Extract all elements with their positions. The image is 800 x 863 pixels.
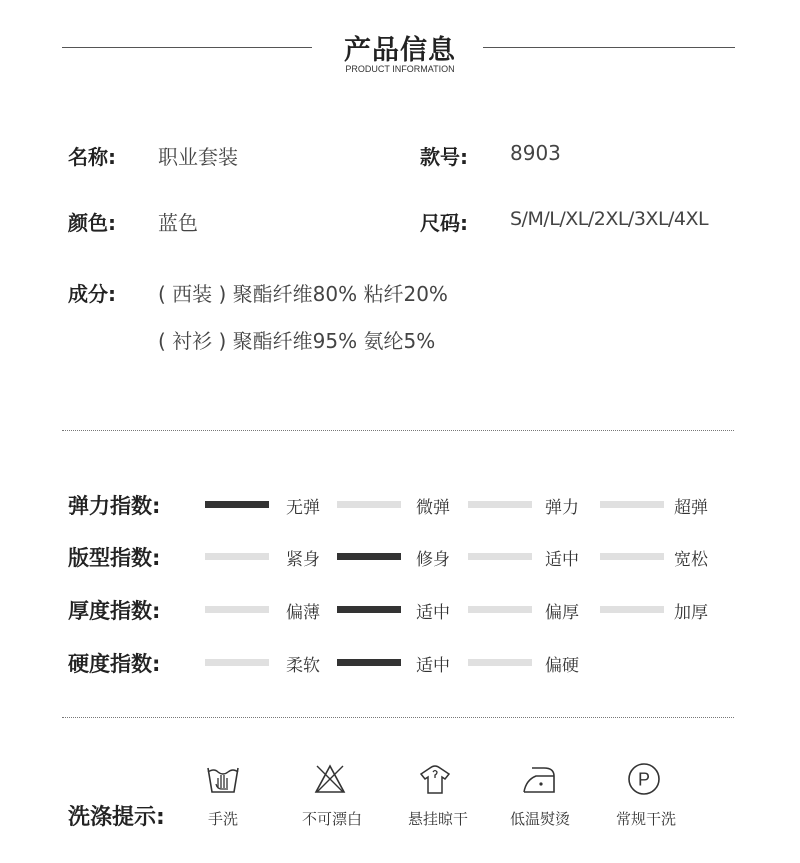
care-label-hang-dry: 悬挂晾干 [407, 810, 468, 828]
composition-line-2: ( 衬衫 ) 聚酯纤维95% 氨纶5% [158, 329, 436, 353]
index-label: 厚度指数: [68, 599, 161, 623]
size-value: S/M/L/XL/2XL/3XL/4XL [510, 208, 709, 230]
hand-wash-icon [206, 762, 240, 796]
index-bar [337, 659, 401, 666]
page-title: 产品信息 [344, 35, 456, 66]
care-label-dry-clean: 常规干洗 [615, 810, 676, 828]
index-option: 适中 [545, 550, 579, 570]
index-bar [600, 553, 664, 560]
svg-text:P: P [637, 769, 651, 790]
no-bleach-icon [313, 762, 347, 796]
index-bar [600, 501, 664, 508]
page-subtitle: PRODUCT INFORMATION [345, 64, 455, 74]
index-bar [205, 659, 269, 666]
index-bar [337, 606, 401, 613]
index-label: 版型指数: [68, 546, 161, 570]
index-bar [468, 606, 532, 613]
care-label-low-iron: 低温熨烫 [509, 810, 570, 828]
index-option: 偏厚 [545, 603, 579, 623]
care-label-no-bleach: 不可漂白 [301, 810, 362, 828]
index-bar [205, 501, 269, 508]
color-value: 蓝色 [158, 211, 198, 235]
care-label-hand-wash: 手洗 [207, 810, 238, 828]
index-option: 偏薄 [286, 603, 320, 623]
index-bar [337, 553, 401, 560]
model-label: 款号: [420, 145, 468, 169]
color-label: 颜色: [68, 211, 116, 235]
model-value: 8903 [510, 141, 561, 165]
index-bar [600, 606, 664, 613]
composition-label: 成分: [68, 282, 116, 306]
index-bar [468, 553, 532, 560]
care-label: 洗涤提示: [68, 805, 165, 830]
index-option: 柔软 [286, 656, 320, 676]
index-bar [205, 606, 269, 613]
index-bar [468, 501, 532, 508]
index-option: 适中 [416, 603, 450, 623]
index-option: 无弹 [286, 498, 320, 518]
hang-dry-icon [418, 762, 452, 796]
name-label: 名称: [68, 145, 116, 169]
index-option: 适中 [416, 656, 450, 676]
index-option: 微弹 [416, 498, 450, 518]
index-option: 超弹 [674, 498, 708, 518]
index-bar [337, 501, 401, 508]
index-option: 加厚 [674, 603, 708, 623]
divider-2 [62, 717, 734, 718]
index-bar [205, 553, 269, 560]
index-option: 偏硬 [545, 656, 579, 676]
name-value: 职业套装 [158, 145, 238, 169]
dry-clean-icon [627, 762, 661, 796]
index-option: 紧身 [286, 550, 320, 570]
composition-line-1: ( 西装 ) 聚酯纤维80% 粘纤20% [158, 282, 448, 306]
index-label: 硬度指数: [68, 652, 161, 676]
divider-1 [62, 430, 734, 431]
index-option: 修身 [416, 550, 450, 570]
low-iron-icon [522, 762, 556, 796]
index-label: 弹力指数: [68, 494, 161, 518]
index-option: 宽松 [674, 550, 708, 570]
index-bar [468, 659, 532, 666]
index-option: 弹力 [545, 498, 579, 518]
size-label: 尺码: [420, 211, 468, 235]
